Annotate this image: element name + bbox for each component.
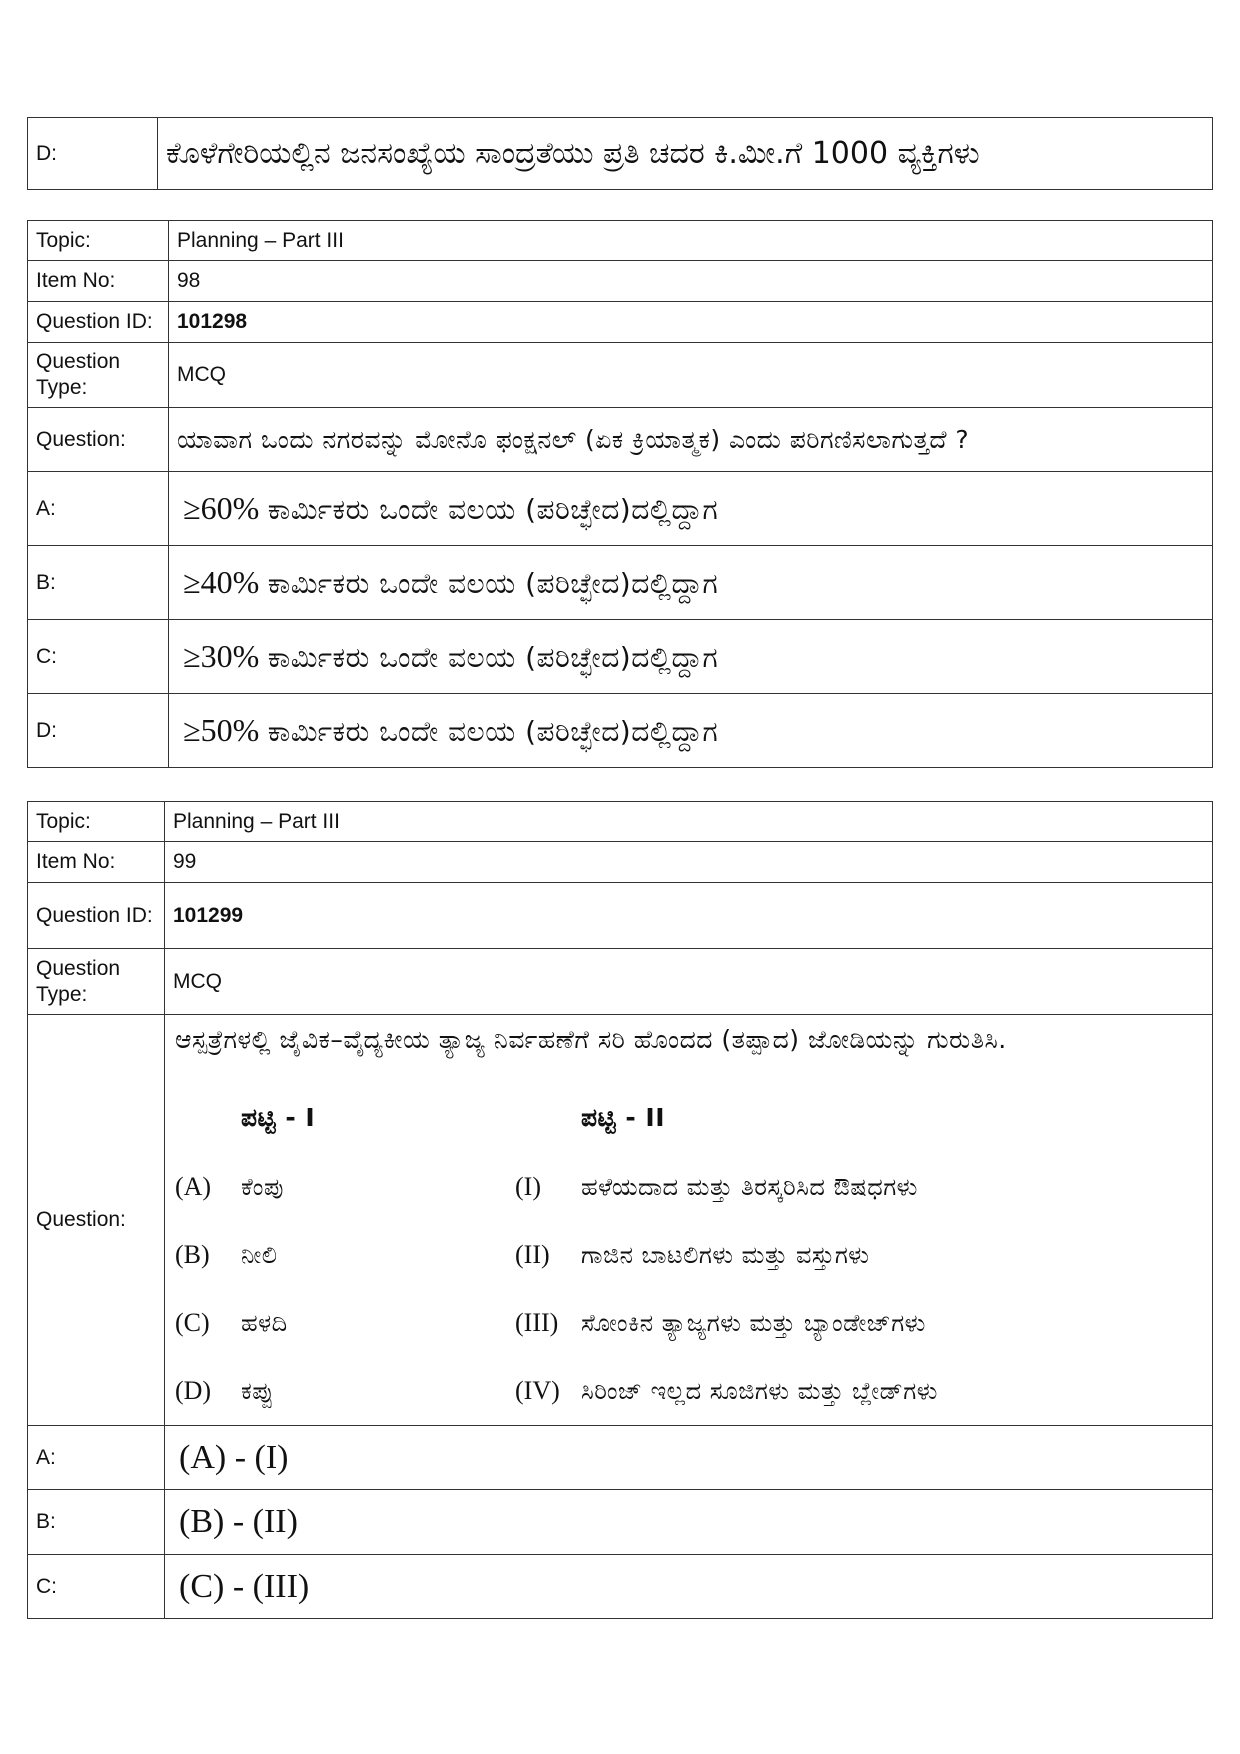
option-a-text: ಕಾರ್ಮಿಕರು ಒಂದೇ ವಲಯ (ಪರಿಚ್ಛೇದ)ದಲ್ಲಿದ್ದಾಗ [267, 492, 719, 526]
question-id-value: 101298 [169, 302, 1213, 343]
question-type-label: Question Type: [28, 949, 165, 1015]
option-d-percent: ≥50% [183, 711, 260, 748]
topic-value: Planning – Part III [169, 221, 1213, 261]
question-id-value: 101299 [165, 883, 1213, 949]
option-a [169, 472, 1213, 546]
question-type-value: MCQ [169, 343, 1213, 408]
topic-value: Planning – Part III [165, 802, 1213, 842]
list-1-value: ಹಳದಿ [241, 1309, 288, 1337]
list-2-value: ಸೋಂಕಿನ ತ್ಯಾಜ್ಯಗಳು ಮತ್ತು ಬ್ಯಾಂಡೇಜ್‌ಗಳು [581, 1309, 926, 1337]
match-row [175, 1289, 1141, 1357]
question-body [165, 1015, 1213, 1426]
list-1-value: ನೀಲಿ [241, 1241, 278, 1269]
option-a-percent: ≥60% [183, 489, 260, 526]
match-row [175, 1153, 1141, 1221]
item-no-label: Item No: [28, 842, 165, 883]
option-a-text: (A) - (I) [165, 1426, 1213, 1490]
question-type-label: Question Type: [28, 343, 169, 408]
match-row [175, 1221, 1141, 1289]
question-99-table [27, 801, 1213, 1619]
item-no-label: Item No: [28, 261, 169, 302]
list-1-header: ಪಟ್ಟಿ - I [241, 1103, 316, 1132]
option-d-label: D: [28, 118, 158, 190]
option-c-label: C: [28, 620, 169, 694]
list-2-key: (II) [515, 1240, 550, 1269]
option-b-text: (B) - (II) [165, 1490, 1213, 1555]
list-1-value: ಕಪ್ಪು [241, 1377, 275, 1405]
option-c-text: ಕಾರ್ಮಿಕರು ಒಂದೇ ವಲಯ (ಪರಿಚ್ಛೇದ)ದಲ್ಲಿದ್ದಾಗ [267, 640, 719, 674]
item-no-value: 99 [165, 842, 1213, 883]
option-b [169, 546, 1213, 620]
option-b-text: ಕಾರ್ಮಿಕರು ಒಂದೇ ವಲಯ (ಪರಿಚ್ಛೇದ)ದಲ್ಲಿದ್ದಾಗ [267, 566, 719, 600]
question-label: Question: [28, 408, 169, 472]
question-98-table [27, 220, 1213, 768]
item-no-value: 98 [169, 261, 1213, 302]
match-list-table [175, 1083, 1141, 1425]
list-2-value: ಸಿರಿಂಜ್ ಇಲ್ಲದ ಸೂಜಿಗಳು ಮತ್ತು ಬ್ಲೇಡ್‌ಗಳು [581, 1377, 938, 1405]
topic-label: Topic: [28, 802, 165, 842]
question-text: ಆಸ್ಪತ್ರೆಗಳಲ್ಲಿ ಜೈವಿಕ–ವೈದ್ಯಕೀಯ ತ್ಯಾಜ್ಯ ನಿರ್ವಹಣೆಗೆ ಸರಿ ಹೊಂದದ (ತಪ್ಪಾದ) ಜೋಡಿಯನ್ನು ಗುರುತಿಸಿ. [175, 1025, 1007, 1054]
option-c [169, 620, 1213, 694]
option-c-text: (C) - (III) [165, 1555, 1213, 1619]
option-d-text: ಕಾರ್ಮಿಕರು ಒಂದೇ ವಲಯ (ಪರಿಚ್ಛೇದ)ದಲ್ಲಿದ್ದಾಗ [267, 714, 719, 748]
option-a-label: A: [28, 1426, 165, 1490]
prev-question-table [27, 117, 1213, 190]
option-b-label: B: [28, 546, 169, 620]
list-2-key: (III) [515, 1308, 559, 1337]
list-1-key: (B) [175, 1240, 210, 1269]
question-id-label: Question ID: [28, 883, 165, 949]
list-2-key: (I) [515, 1172, 541, 1201]
list-1-key: (D) [175, 1376, 212, 1405]
option-d [169, 694, 1213, 768]
option-c-percent: ≥30% [183, 637, 260, 674]
list-2-value: ಗಾಜಿನ ಬಾಟಲಿಗಳು ಮತ್ತು ವಸ್ತುಗಳು [581, 1241, 870, 1269]
question-id-label: Question ID: [28, 302, 169, 343]
list-1-key: (C) [175, 1308, 210, 1337]
option-c-label: C: [28, 1555, 165, 1619]
list-1-value: ಕೆಂಪು [241, 1173, 284, 1201]
topic-label: Topic: [28, 221, 169, 261]
list-2-key: (IV) [515, 1376, 560, 1405]
option-d-label: D: [28, 694, 169, 768]
option-d-text: ಕೊಳೆಗೇರಿಯಲ್ಲಿನ ಜನಸಂಖ್ಯೆಯ ಸಾಂದ್ರತೆಯು ಪ್ರತಿ ಚದರ ಕಿ.ಮೀ.ಗೆ 1000 ವ್ಯಕ್ತಿಗಳು [158, 118, 1213, 190]
list-2-value: ಹಳೆಯದಾದ ಮತ್ತು ತಿರಸ್ಕರಿಸಿದ ಔಷಧಗಳು [581, 1173, 918, 1201]
option-b-percent: ≥40% [183, 563, 260, 600]
option-a-label: A: [28, 472, 169, 546]
list-2-header: ಪಟ್ಟಿ - II [581, 1103, 666, 1132]
match-row [175, 1357, 1141, 1425]
question-text: ಯಾವಾಗ ಒಂದು ನಗರವನ್ನು ಮೋನೊ ಫಂಕ್ಷನಲ್ (ಏಕ ಕ್ರಿಯಾತ್ಮಕ) ಎಂದು ಪರಿಗಣಿಸಲಾಗುತ್ತದೆ ? [169, 408, 1213, 472]
option-b-label: B: [28, 1490, 165, 1555]
question-label: Question: [28, 1015, 165, 1426]
question-type-value: MCQ [165, 949, 1213, 1015]
list-1-key: (A) [175, 1172, 212, 1201]
